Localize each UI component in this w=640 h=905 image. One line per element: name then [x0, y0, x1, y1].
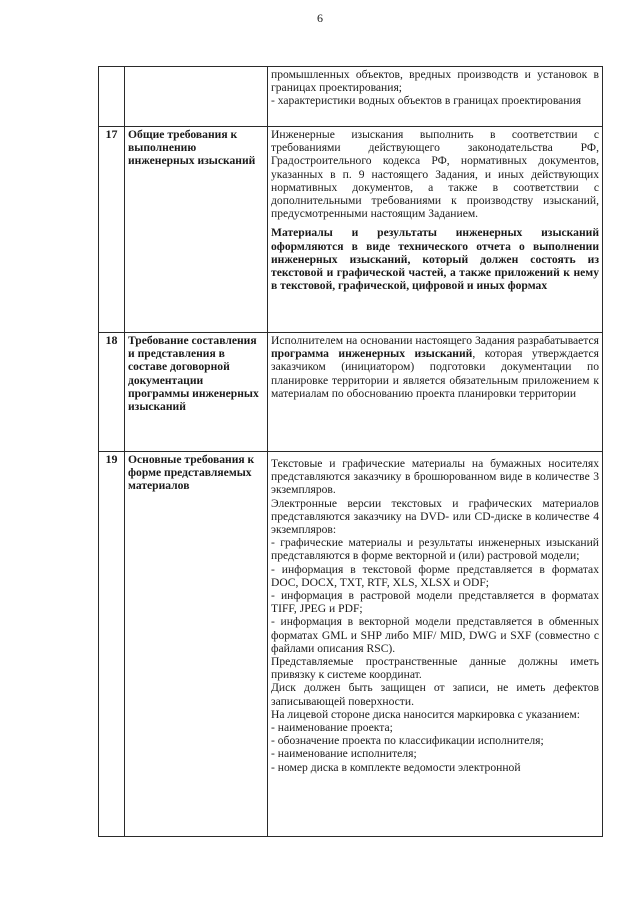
row-content-cell — [268, 67, 603, 127]
row-number-cell: 19 — [99, 452, 125, 837]
text-segment-bold: программа инженерных изысканий — [271, 347, 473, 361]
text-segment: , которая утверждается заказчиком (инициатором) подготовки документации по планировке территории и является обязательным приложением к материалам по обоснованию проекта планировки территории — [271, 347, 599, 400]
content-paragraph: - графические материалы и результаты инженерных изысканий представляются в форме векторной и (или) растровой модели; — [271, 536, 599, 563]
content-paragraph: Электронные версии текстовых и графических материалов представляются заказчику на DVD- или CD-диске в количестве 4 экземпляров: — [271, 496, 599, 537]
table-row-19 — [99, 452, 603, 837]
page-number: 6 — [317, 11, 323, 25]
content-paragraph: На лицевой стороне диска наносится маркировка с указанием: — [271, 707, 580, 721]
content-paragraph: Представляемые пространственные данные должны иметь привязку к системе координат. — [271, 655, 599, 682]
table-row-17 — [99, 127, 603, 333]
content-paragraph: Диск должен быть защищен от записи, не иметь дефектов записывающей поверхности. — [271, 681, 599, 708]
content-paragraph: - характеристики водных объектов в границах проектирования — [271, 94, 582, 108]
row-content-cell — [268, 127, 603, 333]
table-row-18 — [99, 333, 603, 452]
row-title-cell: Основные требования к форме представляемых материалов — [125, 452, 268, 837]
content-paragraph: - обозначение проекта по классификации исполнителя; — [271, 734, 544, 748]
text-segment: Исполнителем на основании настоящего Задания разрабатывается — [271, 334, 599, 347]
row-content-cell — [268, 333, 603, 452]
row-title-cell — [125, 67, 268, 127]
content-paragraph: - номер диска в комплекте ведомости электронной — [271, 760, 521, 774]
content-paragraph: Инженерные изыскания выполнить в соответствии с требованиями действующего законодательства РФ, Градостроительного кодекса РФ, нормативных документов, указанных в п. 9 настоящего Задания, и иных действующих нормативных документов, а также в соответствии с дополнительными требованиями к производству изысканий, предусмотренными настоящим Заданием. — [271, 128, 599, 221]
row-number-cell: 18 — [99, 333, 125, 452]
content-paragraph: - наименование проекта; — [271, 721, 393, 735]
content-paragraph: - информация в растровой модели представляется в форматах TIFF, JPEG и PDF; — [271, 589, 599, 616]
row-content-cell — [268, 452, 603, 837]
row-number-cell: 17 — [99, 127, 125, 333]
row-title-cell: Общие требования к выполнению инженерных изысканий — [125, 127, 268, 333]
content-paragraph: - информация в векторной модели представляется в обменных форматах GML и SHP либо MIF/ MID, DWG и SXF (совместно с файлами описания RSC). — [271, 615, 599, 655]
content-paragraph — [271, 334, 599, 400]
content-paragraph: - наименование исполнителя; — [271, 747, 417, 761]
row-number-cell — [99, 67, 125, 127]
row-title-cell: Требование составления и представления в составе договорной документации программы инженерных изысканий — [125, 333, 268, 452]
content-paragraph: Текстовые и графические материалы на бумажных носителях представляются заказчику в брошюрованном виде в количестве 3 экземпляров. — [271, 457, 599, 497]
content-paragraph: - информация в текстовой форме представляется в форматах DOC, DOCX, TXT, RTF, XLS, XLSX и ODF; — [271, 562, 599, 589]
content-paragraph-bold: Материалы и результаты инженерных изысканий оформляются в виде технического отчета о выполнении инженерных изысканий, который должен состоять из текстовой и графической частей, а также приложений к нему в текстовой, графической, цифровой и иных формах — [271, 226, 599, 293]
content-paragraph: промышленных объектов, вредных производств и установок в границах проектирования; — [271, 68, 599, 95]
table-row-continued — [99, 67, 603, 127]
requirements-table — [98, 66, 603, 837]
